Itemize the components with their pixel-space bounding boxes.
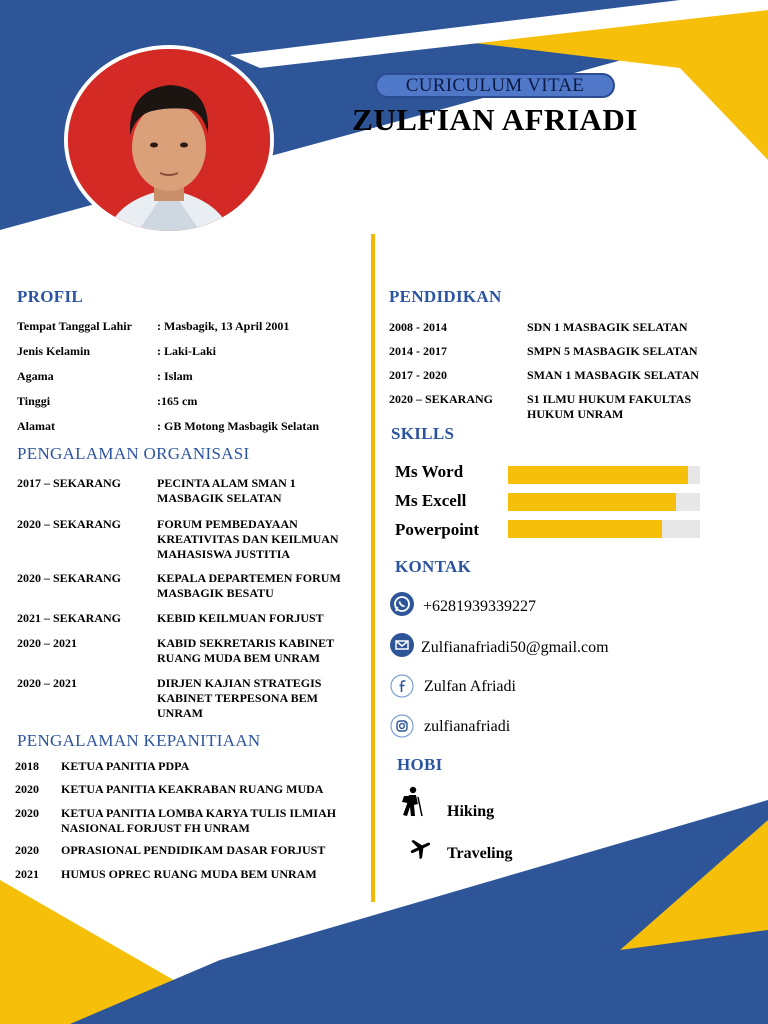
email-icon: [390, 633, 414, 657]
profile-value: :165 cm: [157, 394, 198, 408]
org-period: 2017 – SEKARANG: [17, 476, 122, 490]
profile-value: : GB Motong Masbagik Selatan: [157, 419, 320, 433]
skill-name: Ms Word: [395, 462, 464, 481]
org-desc: KEPALA DEPARTEMEN FORUM MASBAGIK BESATU: [157, 571, 341, 600]
committee-heading: PENGALAMAN KEPANITIAAN: [17, 731, 261, 750]
org-desc: DIRJEN KAJIAN STRATEGIS KABINET TERPESONA BEM UNRAM: [157, 676, 322, 720]
edu-period: 2008 - 2014: [389, 320, 447, 334]
profile-label: Alamat: [17, 419, 55, 433]
education-heading: PENDIDIKAN: [389, 287, 502, 306]
skill-bar: [508, 520, 700, 538]
org-desc: FORUM PEMBEDAYAAN KREATIVITAS DAN KEILMUAN MAHASISWA JUSTITIA: [157, 517, 339, 561]
profile-heading: PROFIL: [17, 287, 84, 306]
org-desc: KEBID KEILMUAN FORJUST: [157, 611, 324, 625]
organization-heading: PENGALAMAN ORGANISASI: [17, 444, 250, 463]
org-desc: PECINTA ALAM SMAN 1 MASBAGIK SELATAN: [157, 476, 296, 505]
skills-heading: SKILLS: [391, 424, 455, 443]
committee-year: 2018: [15, 759, 39, 773]
profile-value: : Laki-Laki: [157, 344, 217, 358]
facebook-icon: [390, 674, 414, 698]
edu-school: SDN 1 MASBAGIK SELATAN: [527, 320, 688, 334]
contact-facebook: Zulfan Afriadi: [424, 678, 516, 695]
skill-bar: [508, 466, 700, 484]
contact-instagram: zulfianafriadi: [424, 718, 511, 735]
column-divider: [371, 234, 375, 902]
hiking-icon: [398, 786, 426, 818]
edu-period: 2020 – SEKARANG: [389, 392, 494, 406]
org-period: 2021 – SEKARANG: [17, 611, 122, 625]
committee-desc: HUMUS OPREC RUANG MUDA BEM UNRAM: [61, 867, 317, 881]
contact-email: Zulfianafriadi50@gmail.com: [421, 639, 609, 656]
committee-year: 2021: [15, 867, 39, 881]
contact-heading: KONTAK: [395, 557, 472, 576]
edu-period: 2017 - 2020: [389, 368, 447, 382]
cv-label: CURICULUM VITAE: [375, 73, 615, 98]
hobby-hiking: Hiking: [447, 803, 495, 820]
hobby-traveling: Traveling: [447, 845, 513, 862]
committee-desc: KETUA PANITIA LOMBA KARYA TULIS ILMIAH NASIONAL FORJUST FH UNRAM: [61, 806, 337, 835]
committee-year: 2020: [15, 806, 39, 820]
profile-value: : Islam: [157, 369, 193, 383]
skill-name: Powerpoint: [395, 520, 480, 539]
org-period: 2020 – SEKARANG: [17, 517, 122, 531]
portrait-image: [68, 49, 270, 231]
org-period: 2020 – 2021: [17, 636, 77, 650]
profile-photo: [64, 45, 274, 235]
profile-label: Tempat Tanggal Lahir: [17, 319, 132, 333]
committee-year: 2020: [15, 782, 39, 796]
full-name: ZULFIAN AFRIADI: [352, 102, 638, 137]
profile-label: Jenis Kelamin: [17, 344, 91, 358]
whatsapp-icon: [390, 592, 414, 616]
edu-period: 2014 - 2017: [389, 344, 447, 358]
org-desc: KABID SEKRETARIS KABINET RUANG MUDA BEM UNRAM: [157, 636, 335, 665]
skill-bar: [508, 493, 700, 511]
hobby-heading: HOBI: [397, 755, 443, 774]
org-period: 2020 – 2021: [17, 676, 77, 690]
instagram-icon: [390, 714, 414, 738]
profile-label: Agama: [17, 369, 54, 383]
org-period: 2020 – SEKARANG: [17, 571, 122, 585]
contact-phone: +6281939339227: [423, 598, 537, 615]
edu-school: S1 ILMU HUKUM FAKULTAS HUKUM UNRAM: [527, 392, 692, 421]
committee-desc: OPRASIONAL PENDIDIKAM DASAR FORJUST: [61, 843, 326, 857]
edu-school: SMPN 5 MASBAGIK SELATAN: [527, 344, 698, 358]
profile-value: : Masbagik, 13 April 2001: [157, 319, 290, 333]
committee-desc: KETUA PANITIA PDPA: [61, 759, 190, 773]
profile-label: Tinggi: [17, 394, 51, 408]
skill-name: Ms Excell: [395, 491, 467, 510]
edu-school: SMAN 1 MASBAGIK SELATAN: [527, 368, 699, 382]
airplane-icon: [407, 835, 433, 861]
committee-year: 2020: [15, 843, 39, 857]
committee-desc: KETUA PANITIA KEAKRABAN RUANG MUDA: [61, 782, 324, 796]
